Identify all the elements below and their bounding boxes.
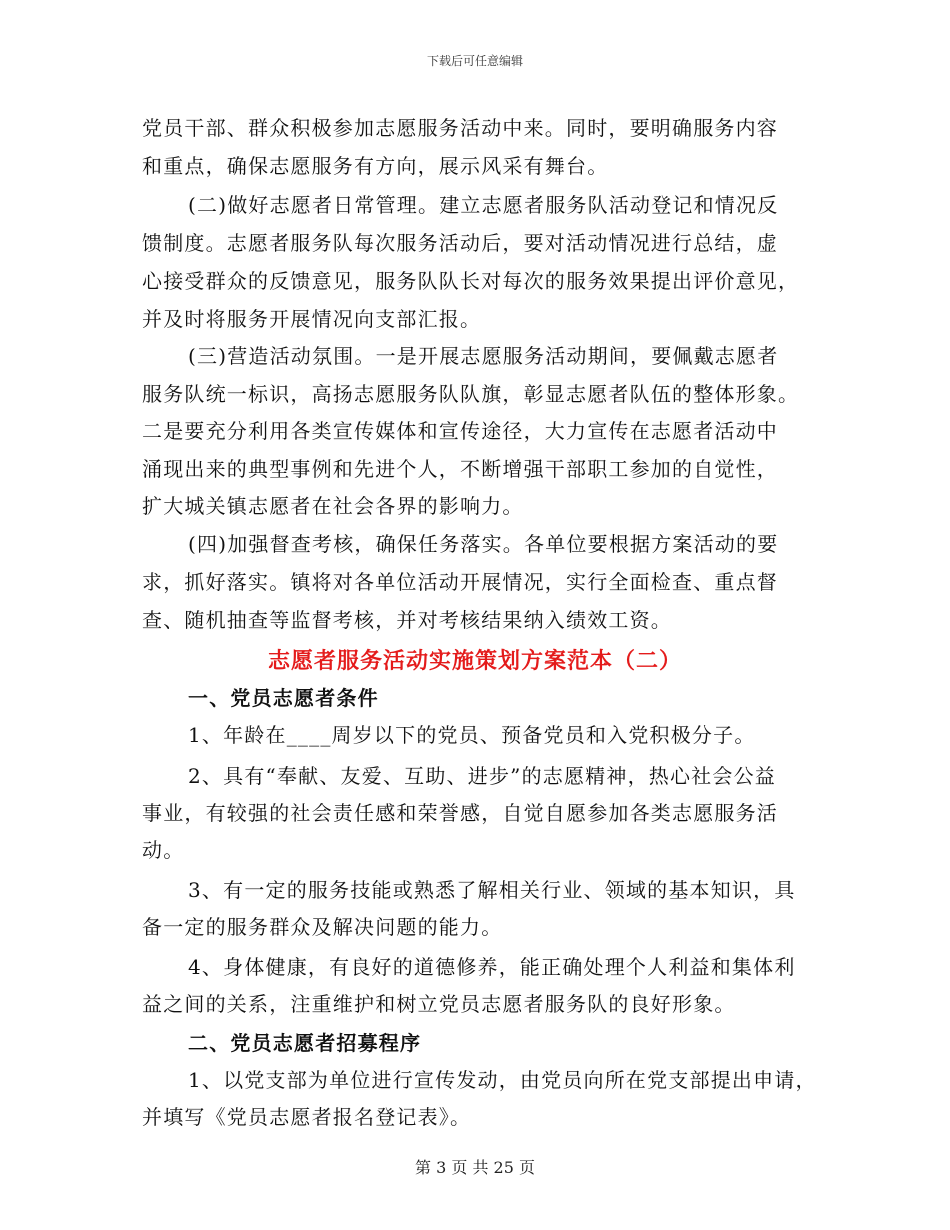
body-line: 4、身体健康，有良好的道德修养，能正确处理个人利益和集体利	[188, 955, 796, 979]
body-line: 事业，有较强的社会责任感和荣誉感，自觉自愿参加各类志愿服务活	[142, 801, 778, 825]
body-line: 益之间的关系，注重维护和树立党员志愿者服务队的良好形象。	[142, 992, 736, 1016]
body-line: 服务队统一标识，高扬志愿服务队队旗，彰显志愿者队伍的整体形象。	[142, 382, 800, 406]
body-line: 和重点，确保志愿服务有方向，展示风采有舞台。	[142, 154, 609, 178]
body-line: 并填写《党员志愿者报名登记表》。	[142, 1105, 472, 1129]
body-line: (二)做好志愿者日常管理。建立志愿者服务队活动登记和情况反	[188, 193, 779, 217]
page-footer: 第 3 页 共 25 页	[415, 1158, 535, 1177]
body-line: 心接受群众的反馈意见，服务队队长对每次的服务效果提出评价意见，	[142, 269, 800, 293]
body-line: (四)加强督查考核，确保任务落实。各单位要根据方案活动的要	[188, 532, 779, 556]
section-heading: 一、党员志愿者条件	[188, 686, 379, 710]
page-header: 下载后可任意编辑	[426, 54, 523, 68]
body-line: 1、以党支部为单位进行宣传发动，由党员向所在党支部提出申请，	[188, 1068, 817, 1092]
body-line: 并及时将服务开展情况向支部汇报。	[142, 307, 482, 331]
body-line: 馈制度。志愿者服务队每次服务活动后，要对活动情况进行总结，虚	[142, 231, 778, 255]
body-line: 3、有一定的服务技能或熟悉了解相关行业、领域的基本知识，具	[188, 878, 796, 902]
body-line: 党员干部、群众积极参加志愿服务活动中来。同时，要明确服务内容	[142, 116, 778, 140]
body-line: 动。	[142, 838, 185, 862]
body-line: (三)营造活动氛围。一是开展志愿服务活动期间，要佩戴志愿者	[188, 344, 779, 368]
body-line: 涌现出来的典型事例和先进个人，不断增强干部职工参加的自觉性，	[142, 457, 778, 481]
body-line: 二是要充分利用各类宣传媒体和宣传途径，大力宣传在志愿者活动中	[142, 419, 778, 443]
body-line: 查、随机抽查等监督考核，并对考核结果纳入绩效工资。	[142, 608, 672, 632]
body-line: 1、年龄在____周岁以下的党员、预备党员和入党积极分子。	[188, 723, 756, 747]
body-line: 求，抓好落实。镇将对各单位活动开展情况，实行全面检查、重点督	[142, 570, 778, 594]
body-line: 备一定的服务群众及解决问题的能力。	[142, 915, 503, 939]
body-line: 2、具有“奉献、友爱、互助、进步”的志愿精神，热心社会公益	[188, 764, 776, 788]
section-heading: 二、党员志愿者招募程序	[188, 1031, 422, 1055]
body-line: 扩大城关镇志愿者在社会各界的影响力。	[142, 494, 524, 518]
section-title: 志愿者服务活动实施策划方案范本（二）	[267, 648, 682, 674]
